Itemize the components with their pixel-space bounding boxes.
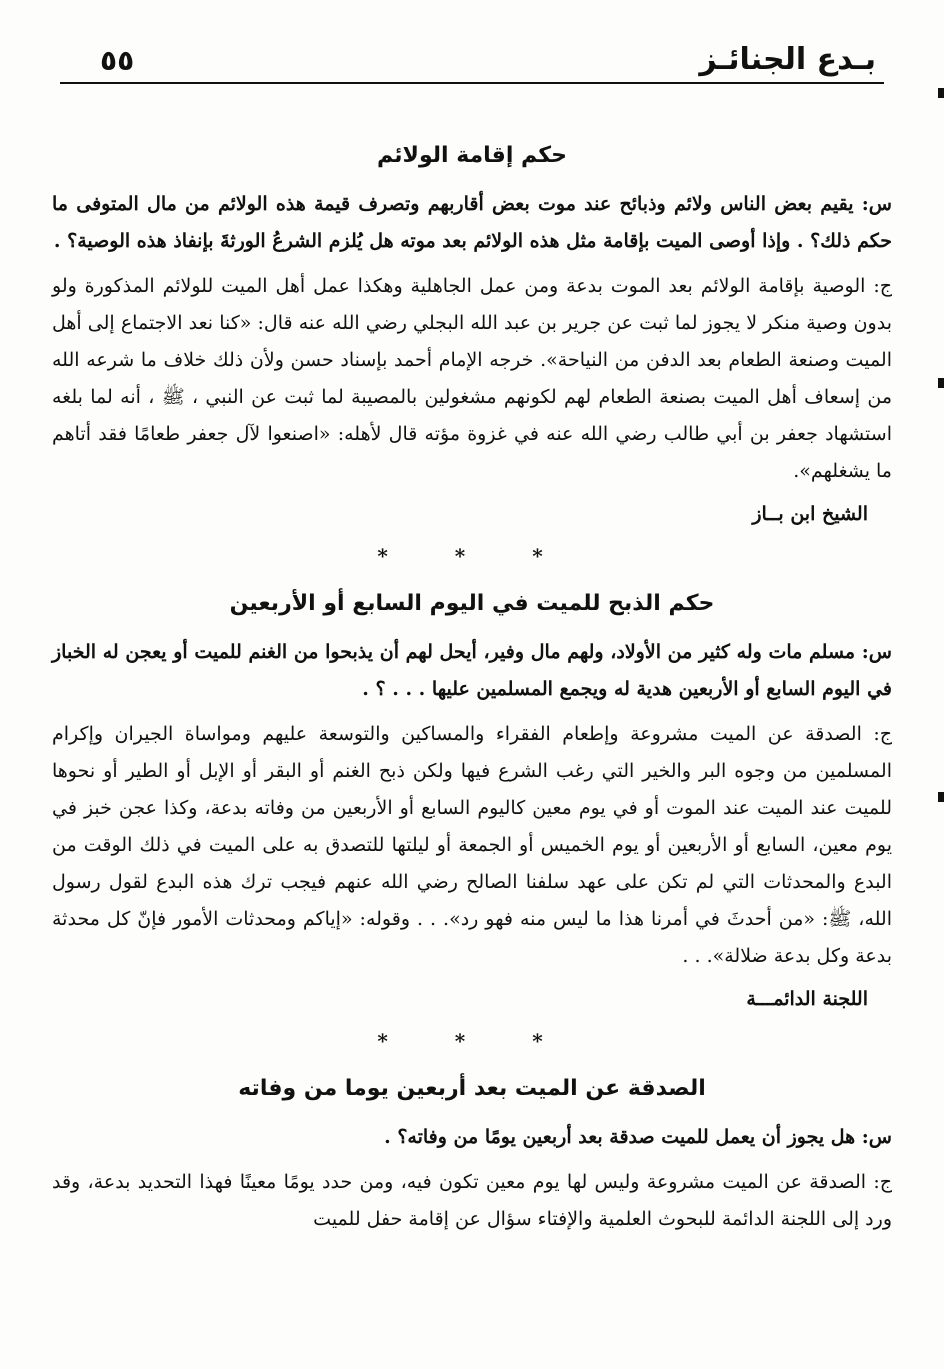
- answer-text: ج: الوصية بإقامة الولائم بعد الموت بدعة ومن عمل الجاهلية وهكذا عمل أهل الميت للولائم المذكورة ولو بدون وصية منكر لا يجوز لما ثبت عن جرير بن عبد الله البجلي رضي الله عنه قال: «كنا نعد الاجتماع إلى أهل الميت وصنعة الطعام بعد الدفن من النياحة». خرجه الإمام أحمد بإسناد حسن ولأن ذلك خلاف ما شرعه الله من إسعاف أهل الميت بصنعة الطعام لهم لكونهم مشغولين بالمصيبة لما ثبت عن النبي ، ﷺ ، أنه لما بلغه استشهاد جعفر بن أبي طالب رضي الله عنه في غزوة مؤته قال لأهله: «اصنعوا لآل جعفر طعامًا فقد أتاهم ما يشغلهم».: [52, 275, 892, 482]
- separator-star: *: [454, 1029, 490, 1053]
- margin-mark: [938, 378, 944, 388]
- margin-mark: [938, 88, 944, 98]
- question-text: س: يقيم بعض الناس ولائم وذبائح عند موت بعض أقاربهم وتصرف قيمة هذه الولائم من مال المتوفى ما حكم ذلك؟ . وإذا أوصى الميت بإقامة مثل هذه الولائم بعد موته هل يُلزم الشرعُ الورثةَ بإنفاذ هذه الوصية؟ .: [52, 193, 892, 252]
- fatwa-source: اللجنة الدائمـــة: [746, 988, 868, 1010]
- page-content: [52, 138, 892, 1246]
- separator-star: *: [454, 544, 490, 568]
- separator-star: *: [532, 1029, 567, 1053]
- section-title: حكم إقامة الولائم: [377, 143, 567, 168]
- question-text: س: مسلم مات وله كثير من الأولاد، ولهم مال وفير، أيحل لهم أن يذبحوا من الغنم للميت أو يعجن له الخباز في اليوم السابع أو الأربعين هدية له ويجمع المسلمين عليها . . . ؟ .: [52, 641, 892, 700]
- margin-mark: [938, 792, 944, 802]
- book-title: بـدع الجنائـز: [699, 42, 876, 77]
- fatwa-source: الشيخ ابن بــاز: [752, 503, 868, 525]
- section-title: الصدقة عن الميت بعد أربعين يوما من وفاته: [238, 1076, 706, 1101]
- separator-star: *: [377, 544, 412, 568]
- section-separator: [52, 1027, 892, 1055]
- section-title: حكم الذبح للميت في اليوم السابع أو الأربعين: [229, 591, 715, 616]
- separator-star: *: [377, 1029, 412, 1053]
- answer-text: ج: الصدقة عن الميت مشروعة وإطعام الفقراء والمساكين والتوسعة عليهم ومواساة الجيران وإكرام المسلمين من وجوه البر والخير التي رغب الشرع فيها ولكن ذبح الغنم أو البقر أو الإبل أو الطير أو نحوها للميت عند الميت عند الموت أو في يوم معين كاليوم السابع أو الأربعين من وفاته بدعة، وكذا عجن خبز في يوم معين، السابع أو الأربعين أو يوم الخميس أو الجمعة أو ليلتها للتصدق به على الميت في ذلك الوقت من البدع والمحدثات التي لم تكن على عهد سلفنا الصالح رضي الله عنهم فيجب ترك هذه البدع لقول رسول الله، ﷺ: «من أحدثَ في أمرنا هذا ما ليس منه فهو رد». . . وقوله: «إياكم ومحدثات الأمور فإنّ كل محدثة بدعة وكل بدعة ضلالة». . .: [52, 723, 892, 967]
- page-number: ٥٥: [100, 44, 135, 77]
- question-text: س: هل يجوز أن يعمل للميت صدقة بعد أربعين يومًا من وفاته؟ .: [384, 1126, 892, 1148]
- section-separator: [52, 542, 892, 570]
- running-head: [60, 38, 884, 84]
- answer-text: ج: الصدقة عن الميت مشروعة وليس لها يوم معين تكون فيه، ومن حدد يومًا معينًا فهذا التحديد بدعة، وقد ورد إلى اللجنة الدائمة للبحوث العلمية والإفتاء سؤال عن إقامة حفل للميت: [52, 1171, 892, 1230]
- separator-star: *: [532, 544, 567, 568]
